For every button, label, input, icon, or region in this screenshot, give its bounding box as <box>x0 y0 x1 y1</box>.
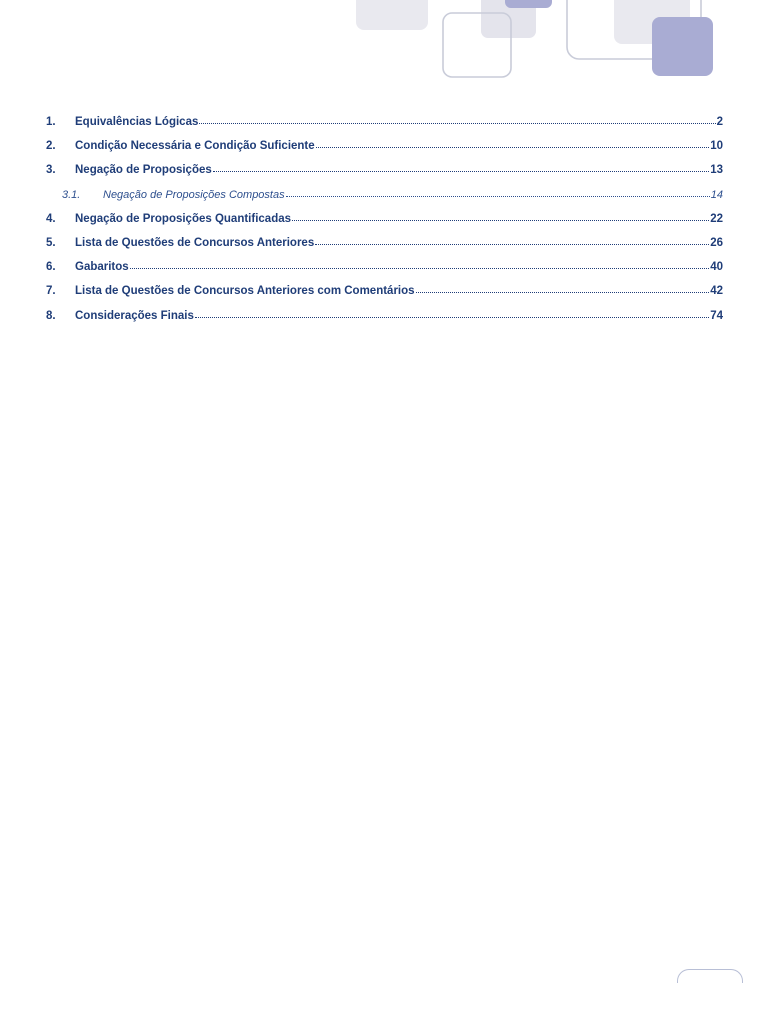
toc-entry[interactable] <box>46 282 723 306</box>
toc-dot-leader <box>199 113 715 125</box>
toc-dot-leader <box>315 234 709 246</box>
toc-entry[interactable] <box>46 307 723 331</box>
table-of-contents <box>46 113 723 331</box>
toc-entry-title: Lista de Questões de Concursos Anteriores <box>75 236 315 249</box>
toc-entry[interactable] <box>46 137 723 161</box>
toc-entry-number: 7. <box>46 285 56 298</box>
toc-entry-page: 22 <box>710 212 723 225</box>
toc-entry-title: Equivalências Lógicas <box>75 116 199 128</box>
header-decoration <box>0 0 768 100</box>
toc-entry-page: 13 <box>710 164 723 177</box>
decor-square-light-left <box>356 0 428 30</box>
toc-entry-number: 1. <box>46 116 56 128</box>
toc-entry-title: Gabaritos <box>75 261 129 274</box>
toc-entry[interactable] <box>46 113 723 137</box>
toc-subentry[interactable] <box>46 186 723 210</box>
toc-dot-leader <box>286 186 710 198</box>
decor-square-purple-top <box>505 0 552 8</box>
toc-entry-number: 2. <box>46 140 56 153</box>
toc-entry[interactable] <box>46 161 723 185</box>
toc-entry-title: Lista de Questões de Concursos Anteriores com Comentários <box>75 285 415 298</box>
toc-dot-leader <box>316 137 710 149</box>
toc-entry-number: 6. <box>46 261 56 274</box>
toc-entry-title: Considerações Finais <box>75 309 194 322</box>
toc-entry-title: Condição Necessária e Condição Suficiente <box>75 140 315 153</box>
toc-entry-page: 42 <box>710 285 723 298</box>
toc-entry-page: 74 <box>710 309 723 322</box>
toc-entry[interactable] <box>46 234 723 258</box>
toc-entry-page: 26 <box>710 236 723 249</box>
toc-entry-page: 14 <box>710 188 723 201</box>
toc-entry-page: 10 <box>710 140 723 153</box>
toc-dot-leader <box>292 210 709 222</box>
toc-entry-page: 40 <box>710 261 723 274</box>
toc-entry-number: 3. <box>46 164 56 177</box>
toc-entry-title: Negação de Proposições Compostas <box>103 188 285 201</box>
toc-entry-title: Negação de Proposições Quantificadas <box>75 212 292 225</box>
toc-dot-leader <box>416 282 710 294</box>
toc-entry-number: 4. <box>46 212 56 225</box>
toc-entry-number: 3.1. <box>62 188 81 201</box>
toc-entry-title: Negação de Proposições <box>75 164 212 177</box>
decor-square-purple-bottom <box>652 17 713 76</box>
toc-entry[interactable] <box>46 210 723 234</box>
footer-page-tab <box>677 969 743 983</box>
toc-entry-page: 2 <box>716 116 723 128</box>
toc-dot-leader <box>195 307 709 319</box>
toc-entry-number: 5. <box>46 236 56 249</box>
toc-entry-number: 8. <box>46 309 56 322</box>
toc-dot-leader <box>213 161 709 173</box>
toc-dot-leader <box>130 258 710 270</box>
toc-entry[interactable] <box>46 258 723 282</box>
